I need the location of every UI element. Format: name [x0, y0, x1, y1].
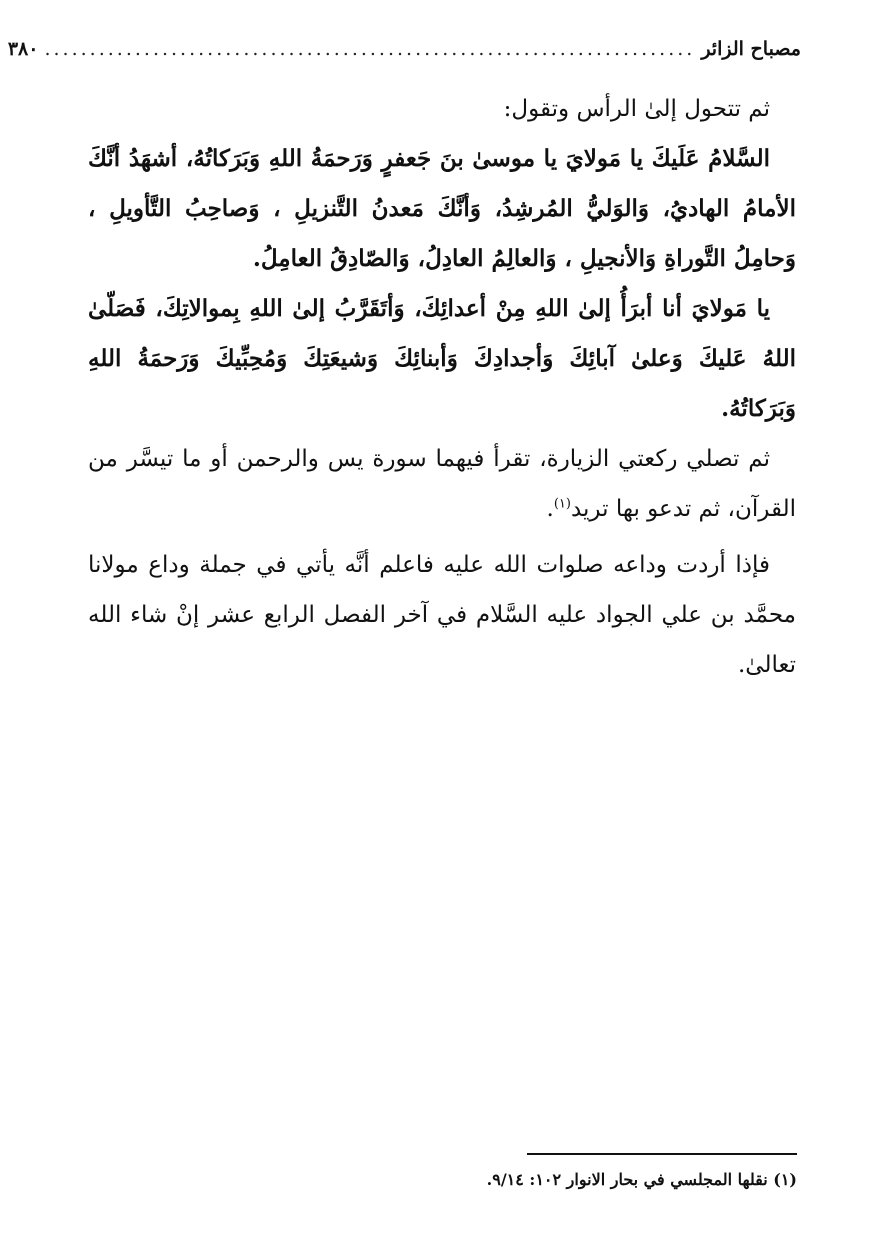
intro-paragraph: ثم تتحول إلىٰ الرأس وتقول: [503, 96, 770, 122]
running-header [7, 34, 801, 64]
footnote-divider [527, 1153, 797, 1155]
farewell-paragraph: فإذا أردت وداعه صلوات الله عليه فاعلم أنَّه يأتي في جملة وداع مولانا محمَّد بن علي الجواد عليه السَّلام في آخر الفصل الرابع عشر إنْ شاء الله تعالىٰ. [88, 552, 796, 678]
salutation-paragraph: السَّلامُ عَلَيكَ يا مَولايَ يا موسىٰ بنَ جَعفرٍ وَرَحمَةُ اللهِ وَبَرَكاتُهُ، أشهَدُ أنَّكَ الأمامُ الهاديُ، وَالوَليُّ المُرشِدُ، وَأنَّكَ مَعدنُ التَّنزيلِ ، وَصاحِبُ التَّأويلِ ، وَحامِلُ التَّوراةِ وَالأنجيلِ ، وَالعالِمُ العادِلُ، وَالصّادِقُ العامِلُ. [88, 145, 796, 272]
prayer-paragraph [88, 434, 796, 534]
prayer-end: . [546, 496, 554, 522]
book-title: مصباح الزائر [701, 38, 801, 60]
footnote-reference[interactable]: (١) [553, 496, 571, 512]
page-number: ٣٨٠ [7, 38, 39, 60]
supplication-paragraph: يا مَولايَ أنا أبرَأُ إلىٰ اللهِ مِنْ أعدائِكَ، وَأتَقَرَّبُ إلىٰ اللهِ بِموالاتِكَ، فَصَلّىٰ اللهُ عَليكَ وَعلىٰ آبائِكَ وَأجدادِكَ وَأبنائِكَ وَشيعَتِكَ وَمُحِبِّيكَ وَرَحمَةُ اللهِ وَبَرَكاتُهُ. [88, 295, 796, 422]
body-text [88, 84, 796, 690]
header-leader-dots: ........................................................................ [44, 38, 696, 60]
prayer-text: ثم تصلي ركعتي الزيارة، تقرأ فيهما سورة يس والرحمن أو ما تيسَّر من القرآن، ثم تدعو بها تريد [88, 446, 796, 522]
footnote: (١) نقلها المجلسي في بحار الانوار ١٠٢: ٩/١٤. [486, 1170, 797, 1189]
